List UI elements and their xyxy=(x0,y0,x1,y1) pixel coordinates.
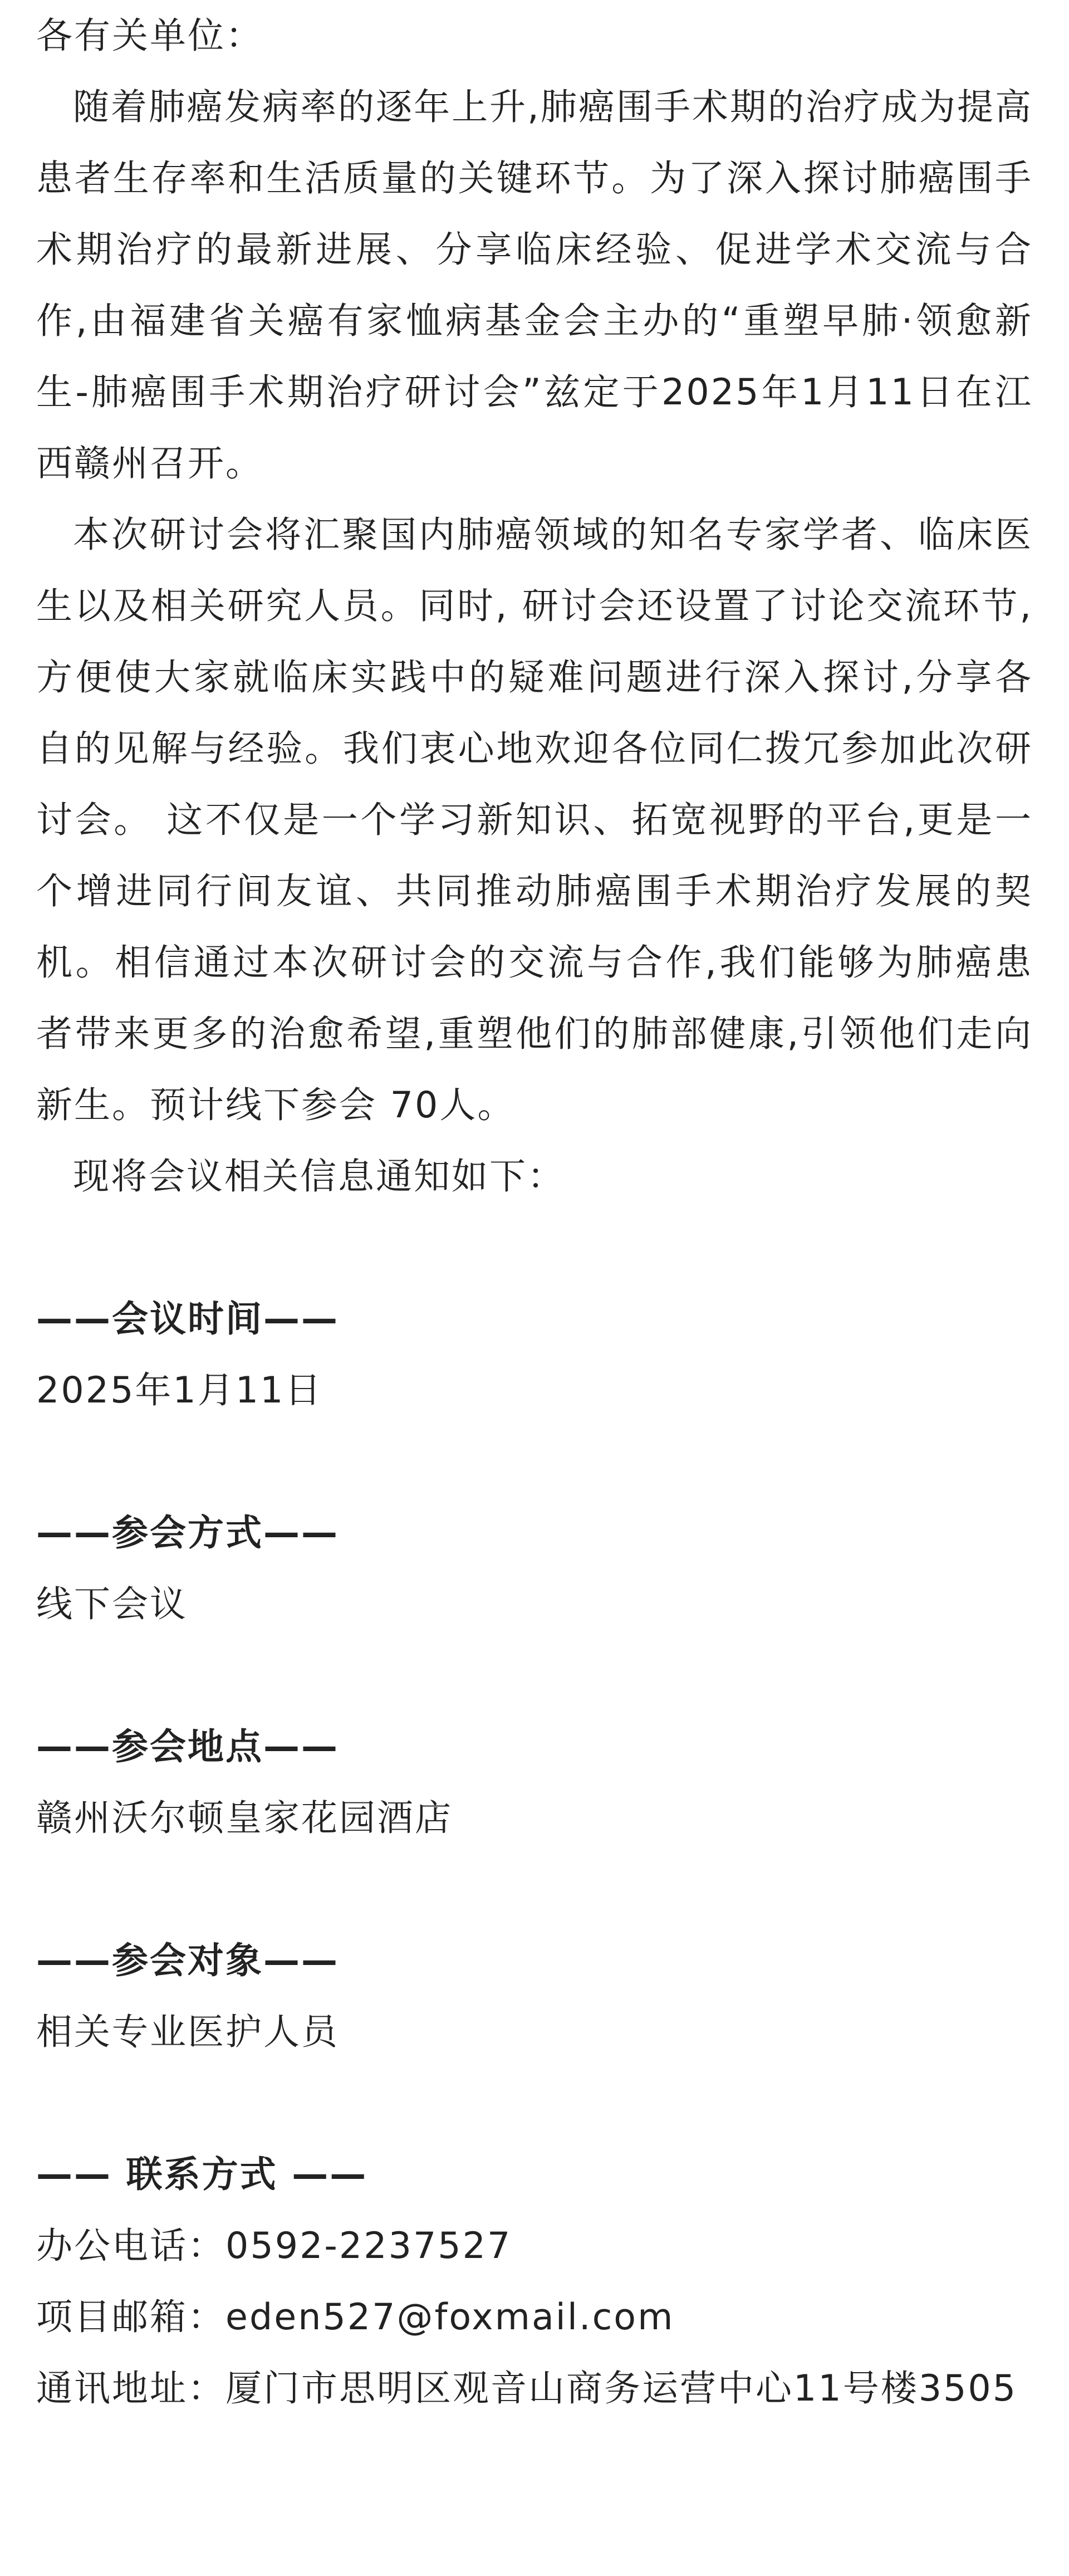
section-attendance-mode xyxy=(36,1498,1033,1640)
section-value: 赣州沃尔顿皇家花园酒店 xyxy=(36,1797,453,1839)
section-audience xyxy=(36,1925,1033,2068)
contact-phone-line xyxy=(36,2211,1033,2282)
spacer xyxy=(36,1854,1033,1925)
paragraph-invitation: 本次研讨会将汇聚国内肺癌领域的知名专家学者、临床医生以及相关研究人员。同时, 研讨会还设置了讨论交流环节,方便使大家就临床实践中的疑难问题进行深入探讨,分享各自的见解与经验。我们衷心地欢迎各位同仁拨冗参加此次研讨会。 这不仅是一个学习新知识、拓宽视野的平台,更是一个增进同行间友谊、共同推动肺癌围手术期治疗发展的契机。相信通过本次研讨会的交流与合作,我们能够为肺癌患者带来更多的治愈希望,重塑他们的肺部健康,引领他们走向新生。预计线下参会 70人。 xyxy=(36,514,1033,1126)
paragraph-background: 随着肺癌发病率的逐年上升,肺癌围手术期的治疗成为提高患者生存率和生活质量的关键环节。为了深入探讨肺癌围手术期治疗的最新进展、分享临床经验、促进学术交流与合作,由福建省关癌有家恤病基金会主办的“重塑早肺·领愈新生-肺癌围手术期治疗研讨会”兹定于2025年1月11日在江西赣州召开。 xyxy=(36,86,1033,485)
spacer xyxy=(36,1213,1033,1284)
intro-line: 现将会议相关信息通知如下： xyxy=(73,1156,566,1197)
section-heading: ——参会方式—— xyxy=(36,1512,340,1554)
section-value: 线下会议 xyxy=(36,1583,188,1625)
postal-address: 厦门市思明区观音山商务运营中心11号楼3505 xyxy=(225,2368,1018,2409)
spacer xyxy=(36,2068,1033,2139)
section-contact xyxy=(36,2139,1033,2425)
spacer xyxy=(36,1640,1033,1712)
email-address[interactable]: eden527@foxmail.com xyxy=(225,2296,675,2338)
address-label: 通讯地址： xyxy=(36,2368,226,2409)
section-heading: ——参会对象—— xyxy=(36,1940,340,1982)
greeting: 各有关单位： xyxy=(36,15,264,57)
phone-number[interactable]: 0592-2237527 xyxy=(225,2225,512,2267)
email-label: 项目邮箱： xyxy=(36,2296,226,2338)
section-heading: ——参会地点—— xyxy=(36,1726,340,1768)
contact-email-line xyxy=(36,2282,1033,2353)
phone-label: 办公电话： xyxy=(36,2225,226,2267)
contact-address-line xyxy=(36,2353,1033,2425)
section-value: 相关专业医护人员 xyxy=(36,2011,340,2053)
section-meeting-time xyxy=(36,1284,1033,1426)
contact-heading: —— 联系方式 —— xyxy=(36,2154,368,2196)
section-venue xyxy=(36,1712,1033,1854)
section-value: 2025年1月11日 xyxy=(36,1370,323,1411)
section-heading: ——会议时间—— xyxy=(36,1298,340,1340)
spacer xyxy=(36,1426,1033,1498)
